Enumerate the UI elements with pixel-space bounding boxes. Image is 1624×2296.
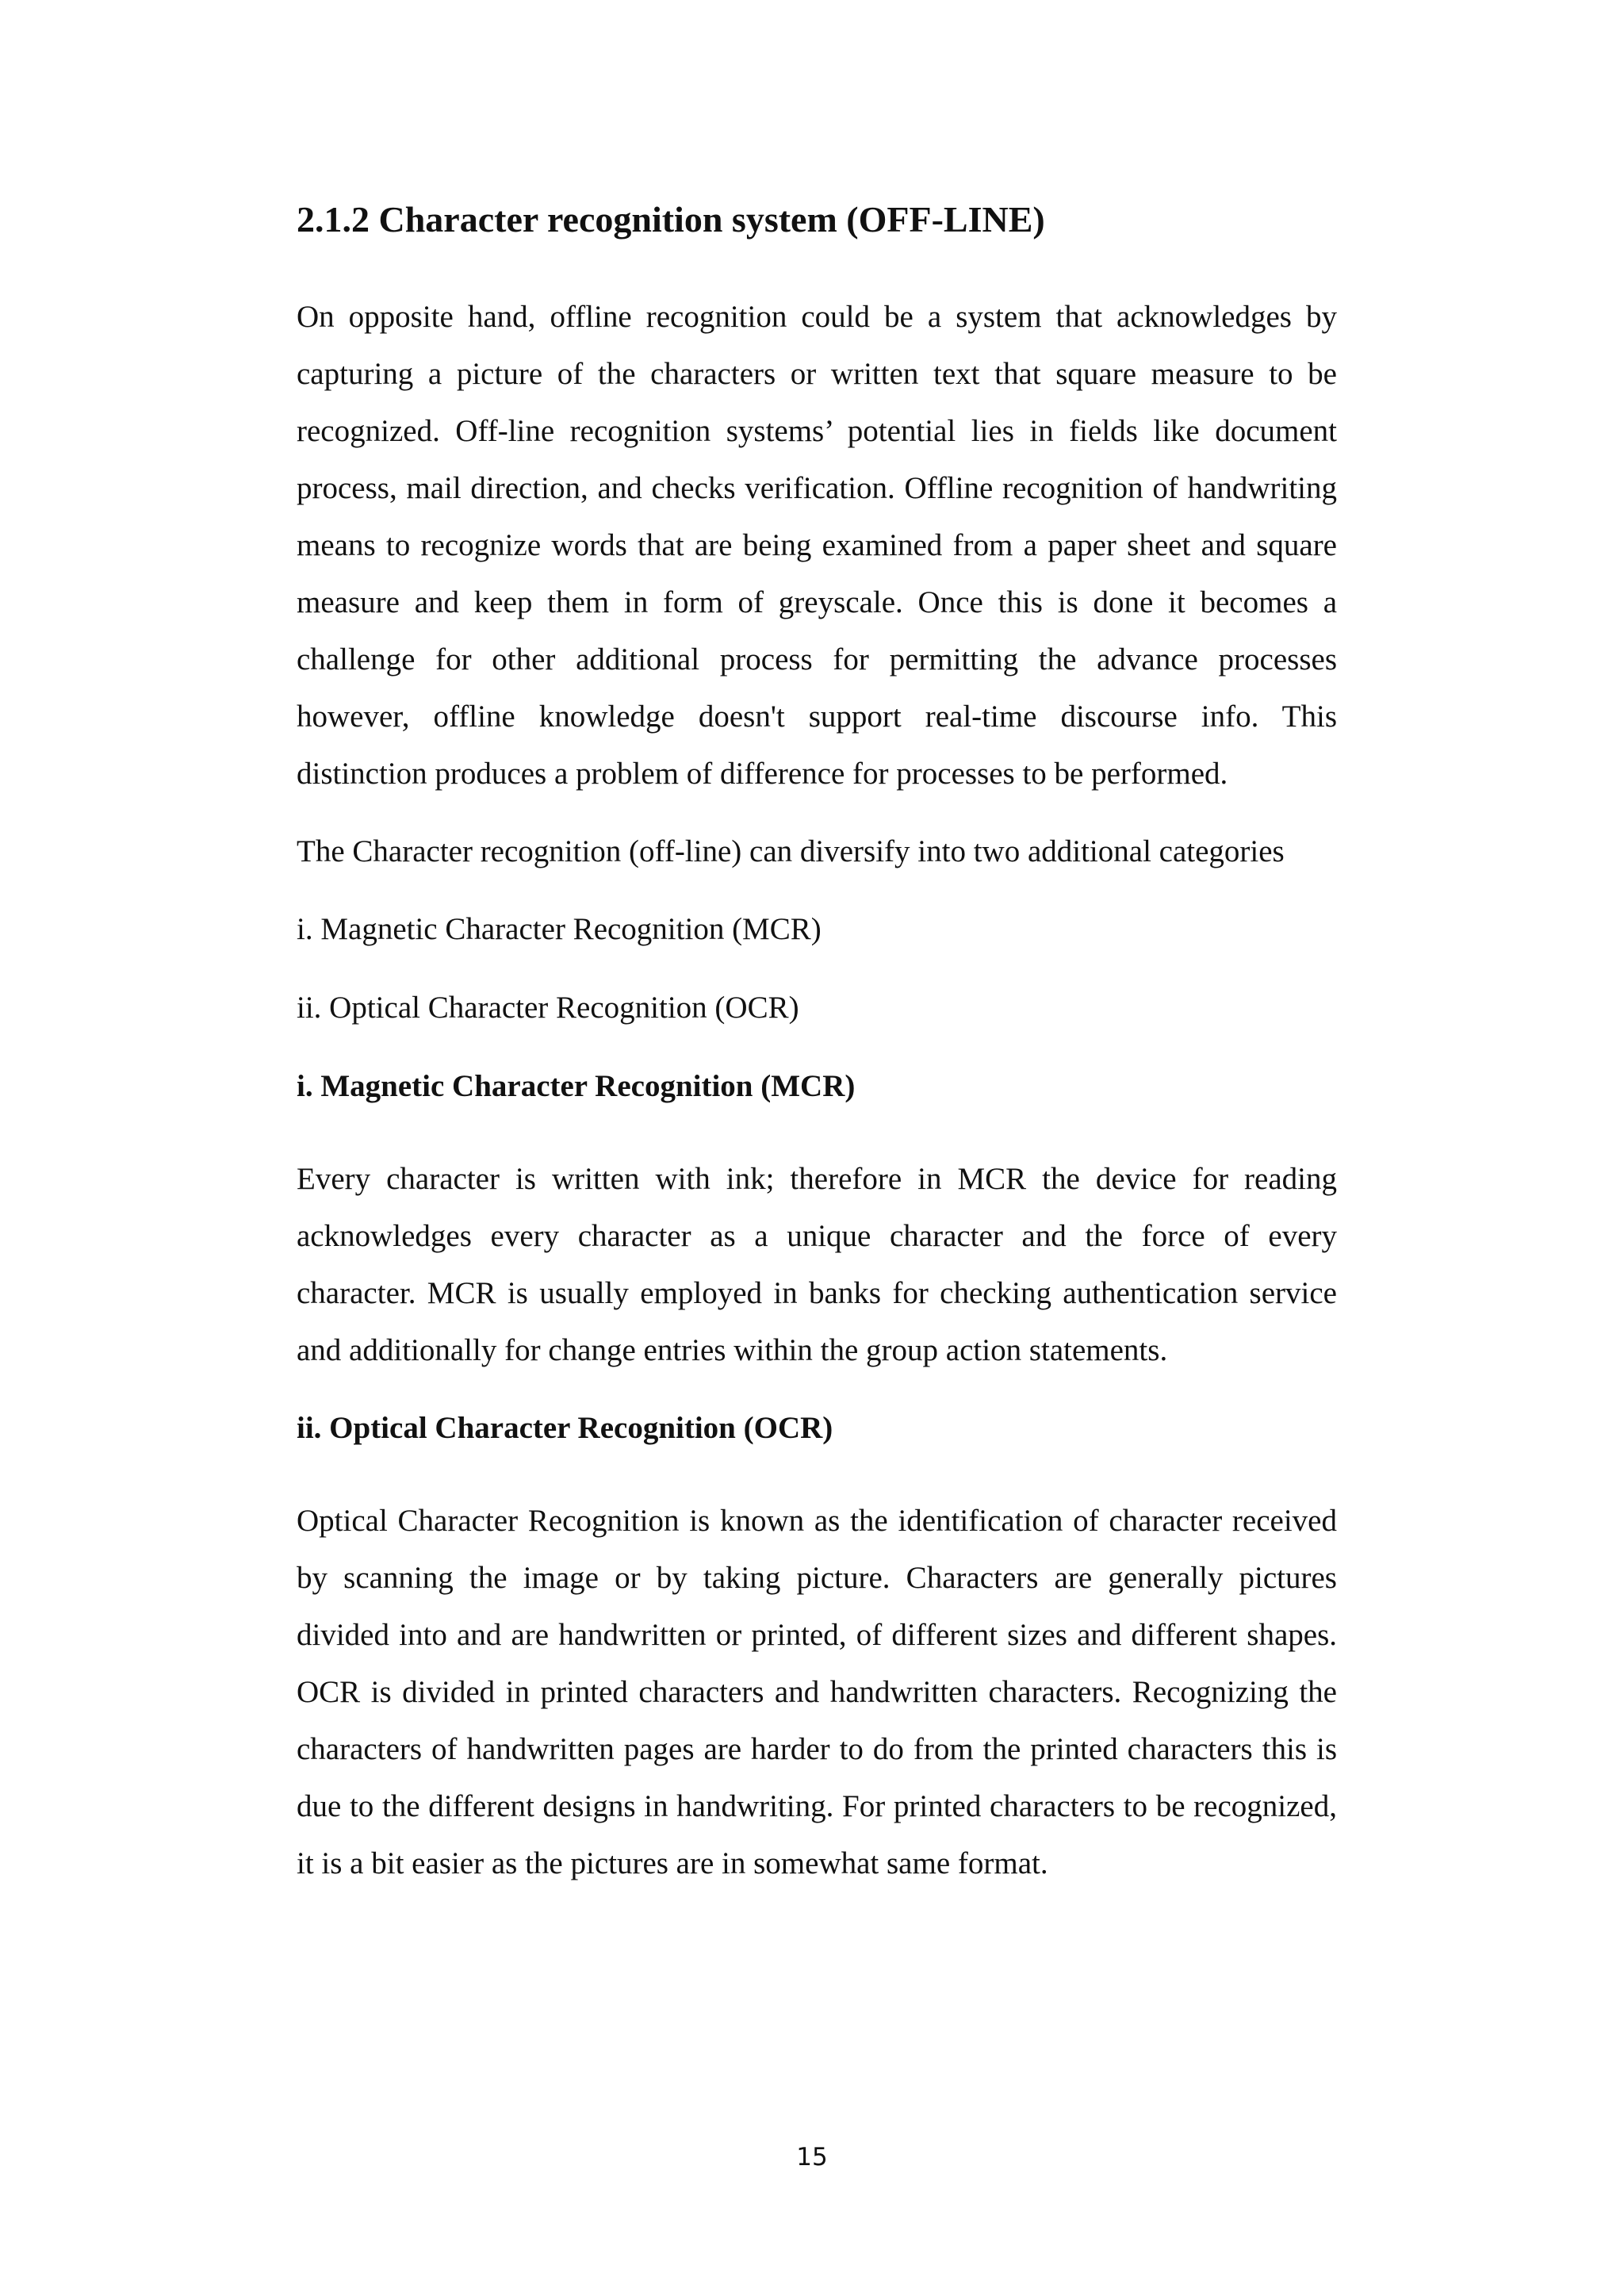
categories-paragraph: The Character recognition (off-line) can diversify into two additional categories xyxy=(297,834,1285,868)
list-item-ocr: ii. Optical Character Recognition (OCR) xyxy=(297,991,799,1025)
page-content xyxy=(297,197,1337,1913)
mcr-heading: i. Magnetic Character Recognition (MCR) xyxy=(297,1069,856,1103)
section-title: 2.1.2 Character recognition system (OFF-LINE) xyxy=(297,199,1045,240)
list-item-mcr: i. Magnetic Character Recognition (MCR) xyxy=(297,912,822,946)
intro-paragraph: On opposite hand, offline recognition could be a system that acknowledges by capturing a picture of the characters or written text that square measure to be recognized. Off-line recognition systems’ potential lies in fields like document process, mail direction, and checks verification. Offline recognition of handwriting means to recognize words that are being examined from a paper sheet and square measure and keep them in form of greyscale. Once this is done it becomes a challenge for other additional process for permitting the advance processes however, offline knowledge doesn't support real-time discourse info. This distinction produces a problem of difference for processes to be performed. xyxy=(297,300,1337,791)
ocr-paragraph: Optical Character Recognition is known as the identification of character received by scanning the image or by taking picture. Characters are generally pictures divided into and are handwritten or printed, of different sizes and different shapes. OCR is divided in printed characters and handwritten characters. Recognizing the characters of handwritten pages are harder to do from the printed characters this is due to the different designs in handwriting. For printed characters to be recognized, it is a bit easier as the pictures are in somewhat same format. xyxy=(297,1504,1337,1880)
page-number: 15 xyxy=(796,2143,828,2171)
mcr-paragraph: Every character is written with ink; therefore in MCR the device for reading acknowledges every character as a unique character and the force of every character. MCR is usually employed in banks for checking authentication service and additionally for change entries within the group action statements. xyxy=(297,1162,1337,1367)
ocr-heading: ii. Optical Character Recognition (OCR) xyxy=(297,1411,833,1445)
